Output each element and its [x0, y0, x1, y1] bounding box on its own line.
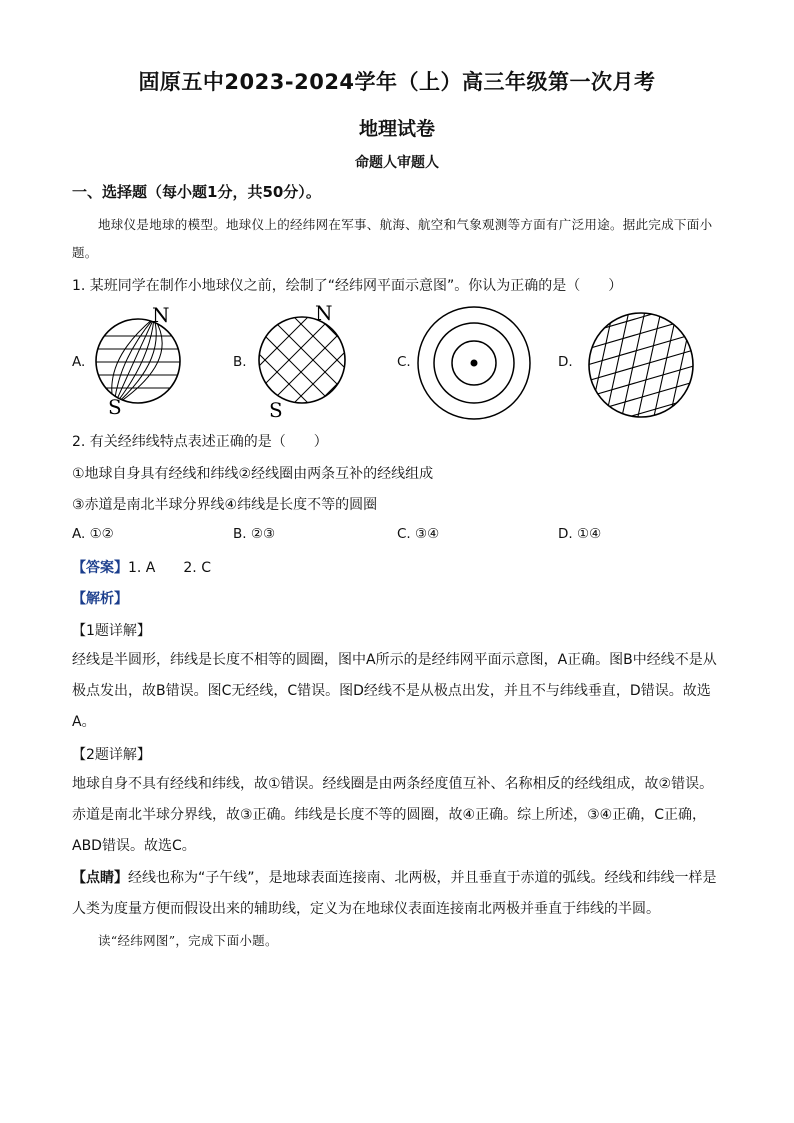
section-intro: 地球仪是地球的模型。地球仪上的经纬网在军事、航海、航空和气象观测等方面有广泛用途。据此完成下面小题。 [72, 217, 713, 260]
q1-option-b-north-label: N [315, 301, 333, 325]
q1-option-b-label: B. [233, 354, 247, 370]
q1-detail-heading: 【1题详解】 [72, 623, 151, 639]
q2-detail-heading: 【2题详解】 [72, 747, 151, 763]
q1-option-c-globe [416, 305, 532, 421]
question-2-statement-2: ③赤道是南北半球分界线④纬线是长度不等的圆圈 [72, 497, 378, 513]
answer-text: 1. A 2. C [128, 560, 211, 576]
question-2-text: 2. 有关经纬线特点表述正确的是（ ） [72, 434, 328, 450]
section-heading: 一、选择题（每小题1分，共50分）。 [72, 183, 321, 201]
q1-option-c-label: C. [397, 354, 411, 370]
next-section-intro: 读“经纬网图”，完成下面小题。 [98, 933, 278, 948]
q2-option-b: B. ②③ [233, 526, 276, 542]
tip-paragraph [72, 863, 726, 925]
q1-option-d-globe [587, 311, 697, 421]
q1-option-b-south-label: S [269, 398, 283, 422]
question-2-statement-1: ①地球自身具有经线和纬线②经线圈由两条互补的经线组成 [72, 466, 434, 482]
tip-text: 经线也称为“子午线”，是地球表面连接南、北两极，并且垂直于赤道的弧线。经线和纬线一样是人类为度量方便而假设出来的辅助线，定义为在地球仪表面连接南北两极并垂直于纬线的半圆。 [72, 870, 717, 917]
q1-option-a-south-label: S [108, 395, 122, 419]
exam-authors: 命题人审题人 [355, 155, 439, 171]
q2-option-d: D. ①④ [558, 526, 602, 542]
answer-line [72, 557, 211, 577]
answer-tag: 【答案】 [72, 560, 128, 576]
question-1-text: 1. 某班同学在制作小地球仪之前，绘制了“经纬网平面示意图”。你认为正确的是（ ） [72, 278, 623, 294]
exam-title: 固原五中2023-2024学年（上）高三年级第一次月考 [138, 70, 656, 94]
q1-option-a-globe [92, 303, 192, 419]
q1-detail-text: 经线是半圆形，纬线是长度不相等的圆圈，图中A所示的是经纬网平面示意图，A正确。图B中经线不是从极点发出，故B错误。图C无经线，C错误。图D经线不是从极点出发，并且不与纬线垂直，D错误。故选A。 [72, 652, 717, 730]
q2-detail-text: 地球自身不具有经线和纬线，故①错误。经线圈是由两条经度值互补、名称相反的经线组成，故②错误。赤道是南北半球分界线，故③正确。纬线是长度不等的圆圈，故④正确。综上所述，③④正确，C正确，ABD错误。故选C。 [72, 776, 714, 854]
q1-option-b-globe [255, 300, 355, 420]
q1-option-a-label: A. [72, 354, 86, 370]
q1-option-d-label: D. [558, 354, 573, 370]
q1-option-a-north-label: N [152, 303, 170, 327]
analysis-tag: 【解析】 [72, 591, 128, 607]
q2-option-a: A. ①② [72, 526, 114, 542]
tip-tag: 【点睛】 [72, 870, 128, 886]
q2-option-c: C. ③④ [397, 526, 440, 542]
exam-subtitle: 地理试卷 [358, 118, 435, 140]
